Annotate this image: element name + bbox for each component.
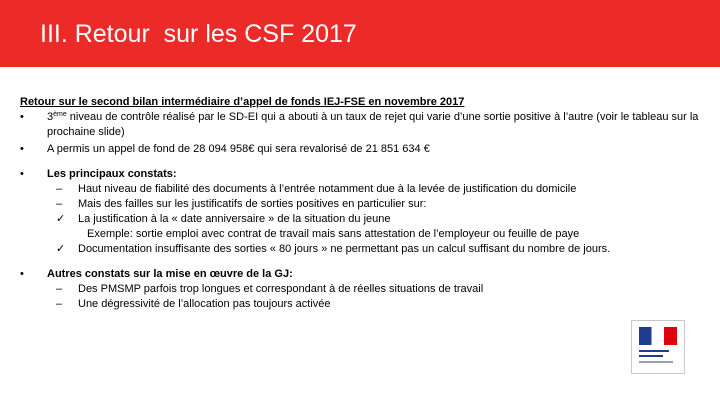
sub-item <box>20 242 700 257</box>
slide-body <box>20 95 700 312</box>
sub-item <box>20 182 700 197</box>
flag-icon <box>639 327 677 345</box>
bullet-item <box>20 267 700 282</box>
sub-item-text: Des PMSMP parfois trop longues et correspondant à de réelles situations de travail <box>78 283 484 295</box>
bullet-icon: • <box>20 111 24 123</box>
ordinal-suffix: ème <box>53 111 67 118</box>
bullet-title: Autres constats sur la mise en œuvre de la GJ: <box>47 268 293 280</box>
checkmark-icon: ✓ <box>56 243 66 255</box>
sub-item <box>20 212 700 227</box>
bullet-title: Les principaux constats: <box>47 168 177 180</box>
sub-item <box>20 297 700 312</box>
dash-icon: – <box>56 198 63 210</box>
bullet-text: A permis un appel de fond de 28 094 958€ qui sera revalorisé de 21 851 634 € <box>47 143 430 155</box>
bullet-icon: • <box>20 143 24 155</box>
bullet-item <box>20 142 700 157</box>
dash-icon: – <box>56 283 63 295</box>
dash-icon: – <box>56 183 63 195</box>
sub-item <box>20 282 700 297</box>
bullet-item <box>20 167 700 182</box>
republique-francaise-logo-icon <box>631 320 685 374</box>
slide-title: III. Retour sur les CSF 2017 <box>40 20 357 48</box>
title-bar <box>0 0 720 67</box>
sub-item-text: La justification à la « date anniversaire » de la situation du jeune <box>78 213 391 225</box>
bullet-prefix: 3 <box>47 111 54 123</box>
sub-item <box>20 197 700 212</box>
bullet-icon: • <box>20 168 24 180</box>
bullet-text: niveau de contrôle réalisé par le SD-EI qui a abouti à un taux de rejet qui varie d’une sortie positive à l’autre (voir le tableau sur la prochaine slide) <box>47 111 699 138</box>
bullet-icon: • <box>20 268 24 280</box>
section-heading: Retour sur le second bilan intermédiaire d’appel de fonds IEJ-FSE en novembre 2017 <box>20 96 465 108</box>
sub-item-text: Haut niveau de fiabilité des documents à l’entrée notamment due à la levée de justification du domicile <box>78 183 577 195</box>
sub-item-example: Exemple: sortie emploi avec contrat de travail mais sans attestation de l’employeur ou feuille de paye <box>87 228 580 240</box>
bullet-item <box>20 110 700 140</box>
dash-icon: – <box>56 298 63 310</box>
checkmark-icon: ✓ <box>56 213 66 225</box>
sub-item-text: Mais des failles sur les justificatifs de sorties positives en particulier sur: <box>78 198 427 210</box>
sub-item-text: Une dégressivité de l’allocation pas toujours activée <box>78 298 331 310</box>
sub-item-text: Documentation insuffisante des sorties « 80 jours » ne permettant pas un calcul suffisant du nombre de jours. <box>78 243 611 255</box>
